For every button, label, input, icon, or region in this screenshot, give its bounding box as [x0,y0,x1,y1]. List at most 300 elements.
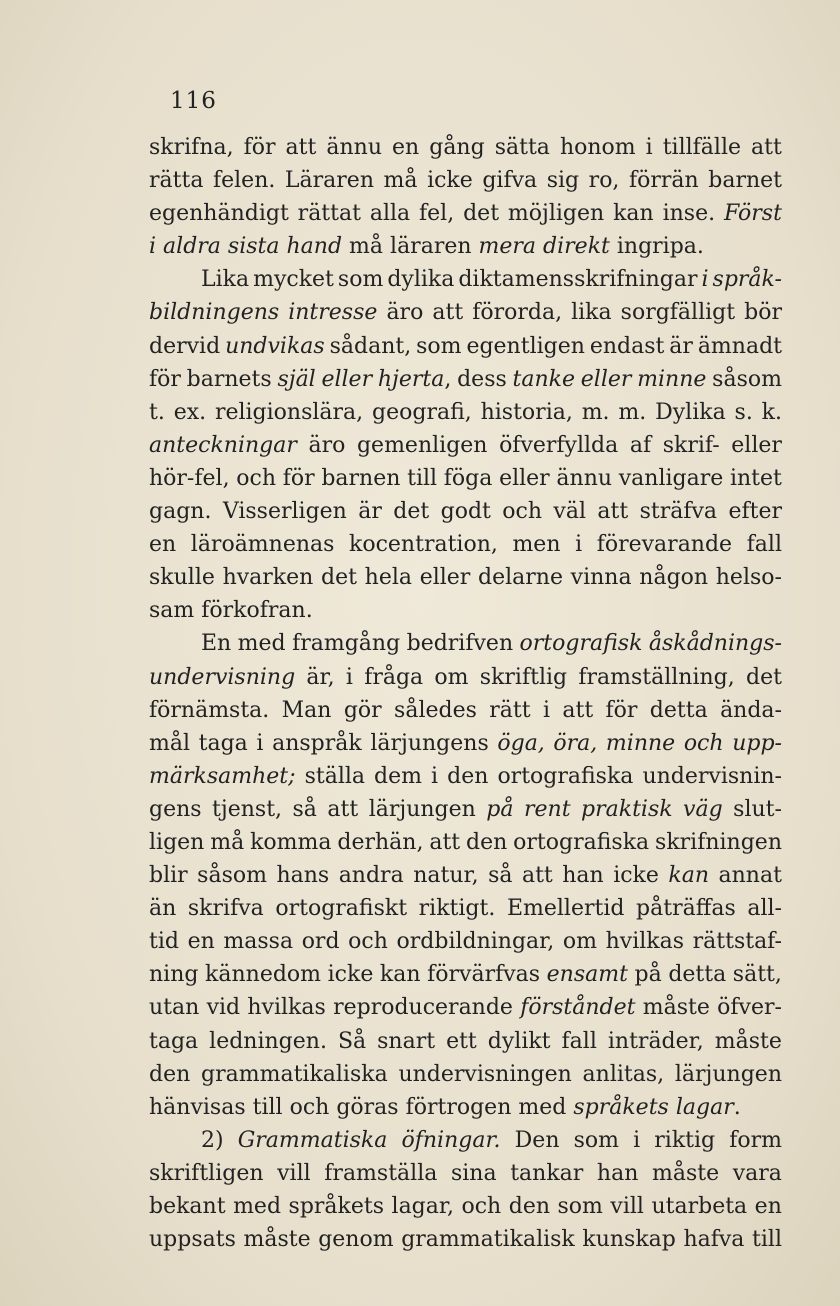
word: förevarande [596,532,733,558]
word: i [575,532,583,558]
word: sätta [494,135,550,160]
word: fel, [419,201,455,227]
word: inse. [662,201,716,227]
text-line [149,1157,782,1190]
word: så [292,796,317,822]
text-line [149,991,782,1024]
word: delarne [478,565,563,591]
word: dylika [387,267,455,293]
word: må [383,168,418,194]
text-line [149,594,782,627]
word: en [392,135,420,160]
word: ställa [304,763,366,789]
word: tankar [510,1160,584,1186]
word: uppsats [149,1227,236,1253]
word: endast [589,333,665,359]
word: icke [327,962,374,988]
word: att [285,135,317,160]
word: hans [276,863,330,889]
word: för [149,366,181,392]
word: den [447,763,489,789]
word: ning [149,962,199,988]
word: efter [728,499,782,525]
word: 2) [201,1127,224,1153]
word: skriftlig [479,664,568,690]
word: Emellertid [506,896,625,922]
word: med [518,1094,567,1120]
word: fråga [364,664,424,690]
word: språkets [573,1094,669,1120]
word: hafva [683,1227,745,1253]
word: gens [149,796,202,822]
word: tillfälle [662,135,742,160]
word: en [754,1194,782,1219]
word: dylikt [487,1028,551,1054]
word: Läraren [284,168,374,194]
word: i [645,135,653,160]
text-line [149,627,782,660]
word: m. [618,399,647,425]
word: märksamhet; [149,763,296,789]
word: att [521,863,553,889]
word: taga [198,730,248,756]
word: undervisning [149,664,296,690]
word: dem [374,763,423,789]
word: t. [149,399,165,425]
word: ett [446,1028,477,1054]
word: öga, [497,730,545,756]
word: slut- [733,796,782,822]
word: framgång [292,631,401,657]
word: ännu [556,465,613,491]
word: i [431,763,439,789]
word: förnämsta. [149,697,270,723]
word: genom [318,1227,394,1253]
word: minne [605,730,676,756]
word: i [256,730,264,756]
text-line [149,760,782,793]
body-text [149,131,782,1256]
word: detta [649,697,708,723]
text-line [149,925,782,958]
word: anspråk [272,730,362,756]
word: annat [718,863,782,889]
word: ortografiska [513,829,650,855]
word: hand [286,234,343,260]
word: påträffas [636,896,736,922]
text-line [149,694,782,727]
word: hänvisas [149,1094,246,1120]
word: hela [364,565,412,591]
word: ingripa. [616,234,704,260]
word: med [237,631,286,657]
word: skulle [149,565,215,591]
word: förrän [628,168,699,194]
word: ämnadt [697,333,782,359]
word: på [486,796,514,822]
word: Man [281,697,332,723]
word: för [282,465,315,491]
word: undervisningen [398,1061,572,1087]
word: och [683,730,724,756]
word: dess [457,366,507,392]
word: i [542,697,550,723]
word: hör-fel, [149,465,230,491]
word: skrifningen [655,829,782,855]
word: till [407,465,438,491]
word: bildningens [149,300,280,326]
word: ortografiska [497,763,634,789]
word: undvikas [225,333,325,359]
word: Så [337,1028,367,1054]
word: än [149,896,177,922]
word: i [633,1127,641,1153]
word: barnen [321,465,401,491]
word: som [573,1127,619,1153]
word: icke [613,863,659,889]
word: på [634,962,662,988]
word: kunskap [582,1227,676,1253]
word: kännedom [205,962,322,988]
word: ex. [173,399,207,425]
word: reproducerande [333,995,513,1021]
word: hjerta, [377,366,452,392]
word: måste [243,1227,311,1253]
word: taga [149,1028,199,1054]
word: ortografiskt [275,896,408,922]
word: eller [580,366,632,392]
word: hvarken [222,565,314,591]
word: äro [386,300,424,326]
word: det [321,565,357,591]
word: i [345,664,353,690]
text-line [149,296,782,329]
word: ledningen. [209,1028,327,1054]
word: öfningar. [401,1127,501,1153]
word: att [751,135,782,160]
word: framställning, [578,664,735,690]
word: egentligen [466,333,585,359]
word: lärjungen [368,796,476,822]
word: det [746,664,782,690]
word: k. [761,399,782,425]
word: vanligare [618,465,724,491]
word: massa [223,929,294,955]
word: eller [419,565,471,591]
word: det [393,499,430,525]
word: och [348,929,388,955]
word: helso- [715,565,782,591]
word: äro [308,432,346,458]
text-line [149,164,782,197]
word: m. [581,399,610,425]
text-line [149,1025,782,1058]
word: utarbeta [651,1194,748,1219]
word: som [557,1194,603,1219]
word: intet [729,465,782,491]
text-line [149,561,782,594]
text-line [149,462,782,495]
word: om [434,664,469,690]
word: någon [639,565,709,591]
word: kan [379,962,421,988]
text-line [149,826,782,859]
word: egenhändigt [149,201,289,227]
word: kan [613,201,654,227]
word: gång [429,135,485,160]
word: s. [734,399,753,425]
word: ro, [588,168,620,194]
word: Den [514,1127,560,1153]
word: barnet [708,168,782,194]
word: sträfva [639,499,718,525]
word: ensamt [546,962,628,988]
text-line [149,263,782,296]
word: alla [369,201,411,227]
text-line [149,131,782,164]
word: må [210,829,245,855]
word: grammatikaliska [201,1061,388,1087]
word: ända- [720,697,782,723]
word: rent [523,796,571,822]
text-line [149,363,782,396]
word: måste [642,995,710,1021]
word: fall [746,532,782,558]
word: gemenligen [356,432,488,458]
word: och [461,1194,502,1219]
word: geografi, [372,399,472,425]
word: lärjungen [674,1061,782,1087]
word: att [429,829,461,855]
word: vara [732,1160,782,1186]
word: och [502,499,543,525]
word: förståndet [520,995,636,1021]
text-line [149,1223,782,1256]
word: ordbildningar, [396,929,555,955]
word: att [562,697,594,723]
word: gör [343,697,382,723]
word: mycket [253,267,334,293]
word: väg [683,796,723,822]
word: tjenst, [212,796,283,822]
text-line [149,1091,782,1124]
word: framställa [324,1160,438,1186]
word: En [201,631,232,657]
word: komma [250,829,332,855]
word: undervisnin- [642,763,782,789]
word: som [416,333,462,359]
word: sina [450,1160,497,1186]
text-line [149,495,782,528]
word: såsom [197,863,267,889]
word: bör [744,300,782,326]
word: Dylika [655,399,726,425]
word: natur, [413,863,479,889]
word: i [701,267,709,293]
word: snart [377,1028,436,1054]
word: eller [731,432,782,458]
word: diktamensskrifningar [458,267,698,293]
word: eller [321,366,373,392]
text-line [149,429,782,462]
word: den [149,1061,191,1087]
word: att [327,796,359,822]
word: mera [478,234,537,260]
text-line [149,892,782,925]
word: förkofran. [201,598,313,624]
text-line [149,396,782,429]
word: anlitas, [582,1061,665,1087]
word: i [149,234,157,260]
word: och [236,465,277,491]
word: till [752,1227,782,1253]
word: Grammatiska [237,1127,388,1153]
text-line [149,859,782,892]
word: om [562,929,597,955]
word: är, [306,664,335,690]
word: all- [747,896,782,922]
word: såsom [712,366,782,392]
word: rättat [297,201,361,227]
word: för [243,135,276,160]
word: kocentration, [349,532,498,558]
word: rätta [149,168,204,194]
word: eller [499,465,550,491]
word: blir [149,863,188,889]
word: praktisk [581,796,673,822]
word: grammatikalisk [401,1227,575,1253]
word: må [349,234,384,260]
word: religionslära, [214,399,364,425]
text-line [149,528,782,561]
text-line [149,1058,782,1091]
word: han [596,1160,639,1186]
word: ännu [326,135,382,160]
word: göras [336,1094,399,1120]
word: upp- [732,730,782,756]
text-line [149,793,782,826]
text-line [149,1190,782,1223]
word: derhän, [337,829,424,855]
word: lagar. [675,1094,741,1120]
word: historia, [480,399,573,425]
word: tid [149,929,179,955]
word: att [432,300,464,326]
word: godt [440,499,491,525]
text-line [149,958,782,991]
word: åskådnings- [648,631,782,657]
word: förorda, [472,300,563,326]
word: ord [301,929,340,955]
word: honom [559,135,636,160]
word: dervid [149,333,221,359]
word: öfverfyllda [499,432,619,458]
word: felen. [212,168,276,194]
word: rättstaf- [692,929,782,955]
word: utan [149,995,200,1021]
word: detta [668,962,727,988]
word: måste [651,1160,720,1186]
word: och [289,1094,330,1120]
page-number: 116 [170,88,217,114]
word: skrif- [662,432,720,458]
word: det [463,201,500,227]
word: väl [553,499,586,525]
word: läroämnenas [190,532,335,558]
word: sådant, [329,333,412,359]
word: direkt [543,234,610,260]
word: riktig [654,1127,716,1153]
word: tanke [512,366,576,392]
word: till [252,1094,283,1120]
word: kan [668,863,710,889]
word: sätt, [732,962,782,988]
word: läraren [390,234,472,260]
word: lärjungens [370,730,489,756]
word: språk- [712,267,782,293]
word: föga [443,465,493,491]
word: sista [227,234,280,260]
word: hvilkas [605,929,685,955]
word: med [233,1194,282,1219]
word: en [187,929,215,955]
word: den [466,829,508,855]
word: hvilkas [247,995,326,1021]
word: rätt [489,697,531,723]
word: vid [206,995,241,1021]
word: inträder, [607,1028,704,1054]
word: den [508,1194,551,1219]
word: Lika [201,267,250,293]
word: sam [149,598,195,624]
word: form [729,1127,782,1153]
word: bedrifven [406,631,514,657]
word: att [597,499,629,525]
word: barnets [186,366,272,392]
word: intresse [288,300,378,326]
text-line [149,330,782,363]
word: bekant [149,1194,226,1219]
word: lika [571,300,612,326]
word: vinna [570,565,632,591]
word: öfver- [717,995,782,1021]
word: således [394,697,477,723]
word: icke [427,168,473,194]
word: öra, [553,730,598,756]
word: af [629,432,652,458]
text-line [149,230,782,263]
word: förvärfvas [427,962,541,988]
word: för [605,697,638,723]
word: skrifva [187,896,264,922]
word: mål [149,730,191,756]
word: skrifna, [149,135,234,160]
word: måste [714,1028,782,1054]
word: gagn. [149,499,212,525]
word: så [488,863,513,889]
word: men [512,532,561,558]
word: en [149,532,177,558]
text-line [149,1124,782,1157]
word: vill [277,1160,311,1186]
word: är [358,499,382,525]
word: ortografisk [519,631,643,657]
word: skriftligen [149,1160,264,1186]
word: riktigt. [418,896,496,922]
word: sorgfälligt [620,300,736,326]
word: anteckningar [149,432,297,458]
word: möjligen [507,201,605,227]
